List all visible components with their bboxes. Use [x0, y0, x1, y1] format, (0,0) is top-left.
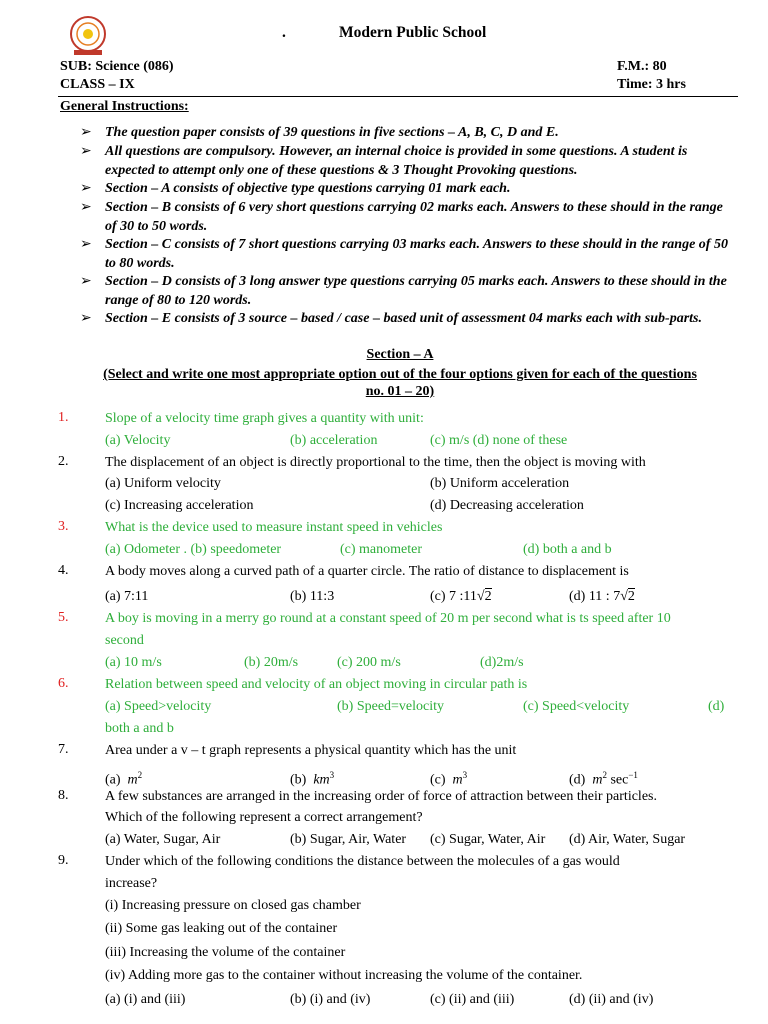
option-d-ratio: (d) 11 : 7	[569, 589, 621, 604]
option-a: (a) Speed>velocity	[105, 699, 212, 714]
option-d: (d)2m/s	[480, 655, 524, 670]
section-a-subtitle-1: (Select and write one most appropriate option out of the four options given for each of the questions	[103, 367, 697, 382]
option-b-unit: km	[313, 772, 330, 788]
question-number: 5.	[58, 610, 69, 625]
question-number: 6.	[58, 676, 69, 691]
arrow-icon: ➢	[80, 237, 92, 252]
question-number: 1.	[58, 410, 69, 425]
instruction-item: Section – B consists of 6 very short questions carrying 02 marks each. Answers to these should in the range of 30 to 50 words.	[105, 200, 723, 234]
section-a-title: Section – A	[366, 347, 434, 362]
option-d-label: (d)	[708, 699, 725, 714]
condition-ii: (ii) Some gas leaking out of the container	[105, 921, 338, 936]
option-a: (a) 7:11	[105, 589, 149, 604]
arrow-icon: ➢	[80, 311, 92, 326]
option-c: (c) Sugar, Water, Air	[430, 832, 546, 847]
option-b: (b) (i) and (iv)	[290, 992, 371, 1007]
question-text: Area under a v – t graph represents a physical quantity which has the unit	[105, 743, 517, 758]
option-a: (a) (i) and (iii)	[105, 992, 186, 1007]
option-a-exp: 2	[137, 770, 143, 780]
option-a: (a) Water, Sugar, Air	[105, 832, 221, 847]
question-text: Relation between speed and velocity of an object moving in circular path is	[105, 677, 528, 692]
question-number: 8.	[58, 788, 69, 803]
full-marks: F.M.: 80	[617, 59, 667, 74]
option-b: (b) acceleration	[290, 433, 378, 448]
instruction-item: Section – A consists of objective type questions carrying 01 mark each.	[105, 181, 511, 196]
subject: SUB: Science (086)	[60, 59, 174, 74]
option-a: (a) Uniform velocity	[105, 476, 221, 491]
option-c-label: (c)	[430, 772, 446, 788]
option-c-root: 2	[484, 589, 492, 604]
question-number: 9.	[58, 853, 69, 868]
option-b: (b) 11:3	[290, 589, 335, 604]
option-d-exp: 2	[602, 770, 607, 780]
question-text: The displacement of an object is directly proportional to the time, then the object is moving with	[105, 455, 646, 470]
section-a-subtitle-2: no. 01 – 20)	[365, 384, 435, 399]
option-c-unit: m	[452, 772, 463, 788]
option-a-label: (a)	[105, 772, 121, 788]
option-b-exp: 3	[329, 770, 335, 780]
option-c-exp: 3	[462, 770, 468, 780]
option-c: (c) manometer	[340, 542, 423, 557]
option-d-sec: sec	[610, 772, 629, 788]
arrow-icon: ➢	[80, 274, 92, 289]
instruction-item: All questions are compulsory. However, an internal choice is provided in some questions. A student is expected to attempt only one of these questions & 3 Thought Provoking questions.	[105, 144, 688, 178]
option-a: (a) 10 m/s	[105, 655, 162, 670]
option-b: (b) Speed=velocity	[337, 699, 445, 714]
option-d-unit: m	[592, 772, 603, 788]
condition-iii: (iii) Increasing the volume of the container	[105, 945, 346, 960]
question-number: 3.	[58, 519, 69, 534]
option-d-exp2: −1	[628, 770, 638, 780]
instruction-item: Section – E consists of 3 source – based / case – based unit of assessment 04 marks each with sub-parts.	[105, 311, 702, 326]
question-text-line-1: A few substances are arranged in the increasing order of force of attraction between their particles.	[105, 789, 657, 804]
question-text-line-1: A boy is moving in a merry go round at a constant speed of 20 m per second what is ts speed after 10	[105, 611, 671, 626]
option-c-d: (c) m/s (d) none of these	[430, 433, 568, 448]
option-b: (b) Uniform acceleration	[430, 476, 570, 491]
option-c	[430, 766, 467, 790]
option-d: (d) Decreasing acceleration	[430, 498, 584, 513]
sqrt-icon: √	[476, 589, 485, 604]
question-text: Slope of a velocity time graph gives a quantity with unit:	[105, 411, 424, 426]
option-c	[430, 588, 492, 606]
question-text-line-2: Which of the following represent a correct arrangement?	[105, 810, 423, 825]
school-name: Modern Public School	[339, 24, 487, 41]
arrow-icon: ➢	[80, 200, 92, 215]
option-a: (a) Velocity	[105, 433, 171, 448]
question-text: A body moves along a curved path of a quarter circle. The ratio of distance to displacement is	[105, 564, 629, 579]
arrow-icon: ➢	[80, 181, 92, 196]
question-number: 7.	[58, 742, 69, 757]
instruction-item: The question paper consists of 39 questions in five sections – A, B, C, D and E.	[105, 125, 559, 140]
option-d: (d) (ii) and (iv)	[569, 992, 654, 1007]
option-c: (c) 200 m/s	[337, 655, 401, 670]
header-rule	[58, 96, 738, 97]
question-text-line-2: increase?	[105, 876, 158, 891]
option-d: (d) Air, Water, Sugar	[569, 832, 686, 847]
school-logo	[66, 14, 110, 58]
option-d	[569, 588, 635, 606]
condition-i: (i) Increasing pressure on closed gas chamber	[105, 898, 361, 913]
option-d: (d) both a and b	[523, 542, 612, 557]
question-text: What is the device used to measure instant speed in vehicles	[105, 520, 443, 535]
question-number: 2.	[58, 454, 69, 469]
condition-iv: (iv) Adding more gas to the container without increasing the volume of the container.	[105, 968, 583, 983]
option-b	[290, 766, 334, 790]
question-number: 4.	[58, 563, 69, 578]
arrow-icon: ➢	[80, 125, 92, 140]
option-a-unit: m	[127, 772, 138, 788]
option-a	[105, 766, 142, 790]
option-c: (c) Increasing acceleration	[105, 498, 254, 513]
option-b: (b) Sugar, Air, Water	[290, 832, 407, 847]
option-c: (c) (ii) and (iii)	[430, 992, 515, 1007]
option-a-b: (a) Odometer . (b) speedometer	[105, 542, 282, 557]
option-c: (c) Speed<velocity	[523, 699, 630, 714]
option-d-root: 2	[627, 589, 635, 604]
option-c-ratio: (c) 7 :11	[430, 589, 477, 604]
class-label: CLASS – IX	[60, 77, 135, 92]
instruction-item: Section – C consists of 7 short questions carrying 03 marks each. Answers to these should in the range of 50 to 80 words.	[105, 237, 728, 271]
option-d-label: (d)	[569, 772, 586, 788]
option-b-label: (b)	[290, 772, 307, 788]
arrow-icon: ➢	[80, 144, 92, 159]
general-instructions-heading: General Instructions:	[60, 99, 189, 114]
option-d	[569, 766, 638, 790]
question-text-line-1: Under which of the following conditions the distance between the molecules of a gas would	[105, 854, 620, 869]
sqrt-icon: √	[620, 589, 628, 604]
header-dot: .	[282, 24, 286, 41]
option-b: (b) 20m/s	[244, 655, 299, 670]
time-label: Time: 3 hrs	[617, 77, 686, 92]
option-d-text: both a and b	[105, 721, 174, 736]
instruction-item: Section – D consists of 3 long answer type questions carrying 05 marks each. Answers to these should in the range of 80 to 120 words.	[105, 274, 727, 308]
question-text-line-2: second	[105, 633, 144, 648]
